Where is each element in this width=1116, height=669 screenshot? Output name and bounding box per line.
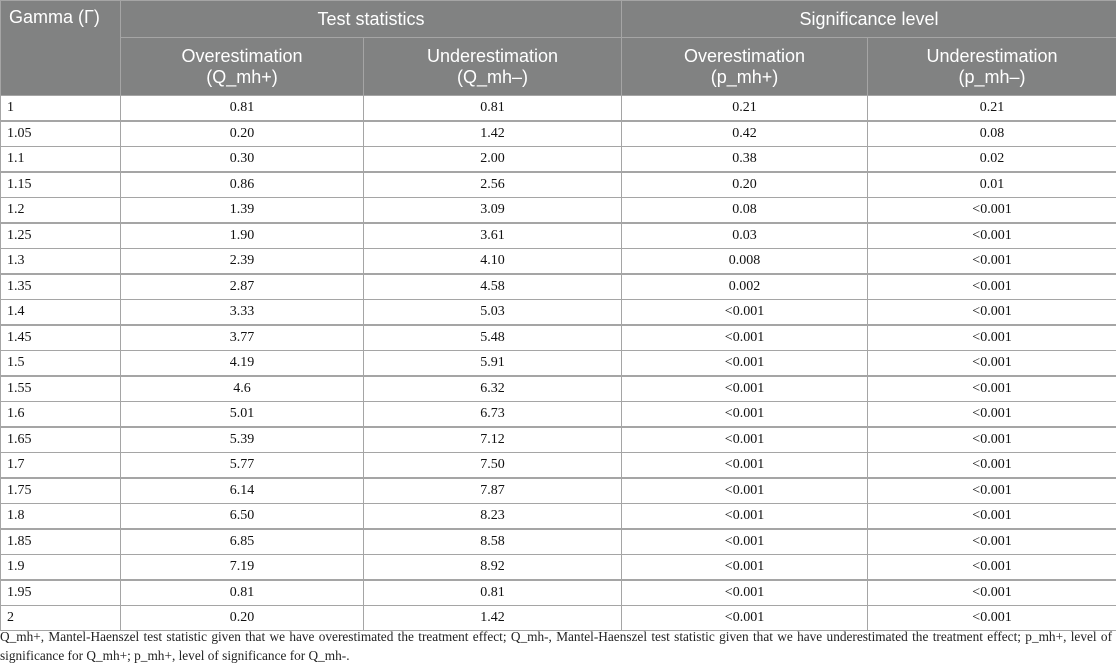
table-body <box>1 96 1116 631</box>
cell-qmh-plus: 6.85 <box>121 529 364 555</box>
cell-gamma: 1.25 <box>1 223 121 249</box>
cell-pmh-minus: <0.001 <box>868 555 1116 581</box>
table-header <box>1 1 1116 96</box>
cell-qmh-plus: 7.19 <box>121 555 364 581</box>
cell-qmh-minus: 7.87 <box>364 478 622 504</box>
cell-pmh-plus: 0.08 <box>622 198 868 224</box>
table-row <box>1 555 1116 581</box>
table-row <box>1 300 1116 326</box>
cell-pmh-minus: 0.08 <box>868 121 1116 147</box>
cell-pmh-plus: <0.001 <box>622 580 868 606</box>
cell-pmh-plus: <0.001 <box>622 300 868 326</box>
cell-qmh-plus: 5.39 <box>121 427 364 453</box>
cell-qmh-plus: 4.6 <box>121 376 364 402</box>
header-label: Overestimation <box>683 45 806 66</box>
cell-qmh-plus: 1.90 <box>121 223 364 249</box>
table-row <box>1 504 1116 530</box>
cell-pmh-minus: <0.001 <box>868 274 1116 300</box>
cell-gamma: 1.15 <box>1 172 121 198</box>
cell-pmh-minus: <0.001 <box>868 376 1116 402</box>
cell-qmh-minus: 2.56 <box>364 172 622 198</box>
cell-pmh-plus: <0.001 <box>622 376 868 402</box>
cell-qmh-plus: 5.01 <box>121 402 364 428</box>
header-test-statistics: Test statistics <box>121 1 622 38</box>
table-row <box>1 172 1116 198</box>
cell-gamma: 1.75 <box>1 478 121 504</box>
cell-pmh-plus: 0.20 <box>622 172 868 198</box>
header-label: Underestimation <box>926 45 1058 66</box>
cell-gamma: 1.05 <box>1 121 121 147</box>
table-row <box>1 223 1116 249</box>
cell-pmh-minus: <0.001 <box>868 249 1116 275</box>
cell-pmh-minus: <0.001 <box>868 478 1116 504</box>
header-sublabel: (Q_mh+) <box>206 66 278 87</box>
table-row <box>1 402 1116 428</box>
cell-qmh-minus: 6.32 <box>364 376 622 402</box>
cell-pmh-plus: 0.008 <box>622 249 868 275</box>
cell-pmh-minus: 0.01 <box>868 172 1116 198</box>
cell-gamma: 1.65 <box>1 427 121 453</box>
cell-qmh-plus: 0.20 <box>121 121 364 147</box>
header-label: Underestimation <box>426 45 559 66</box>
cell-pmh-plus: 0.42 <box>622 121 868 147</box>
cell-gamma: 1.5 <box>1 351 121 377</box>
cell-qmh-minus: 7.50 <box>364 453 622 479</box>
cell-qmh-minus: 8.23 <box>364 504 622 530</box>
cell-pmh-plus: <0.001 <box>622 453 868 479</box>
cell-pmh-plus: 0.002 <box>622 274 868 300</box>
cell-qmh-minus: 5.48 <box>364 325 622 351</box>
cell-qmh-minus: 1.42 <box>364 606 622 631</box>
table-row <box>1 274 1116 300</box>
table-footnote: Q_mh+, Mantel-Haenszel test statistic given that we have overestimated the treatment effect; Q_mh-, Mantel-Haenszel test statistic given that we have underestimated the treatment effect; p_mh+, level of significance for Q_mh+; p_mh+, level of significance for Q_mh-. <box>0 629 1112 663</box>
cell-pmh-plus: <0.001 <box>622 504 868 530</box>
table-row <box>1 529 1116 555</box>
cell-qmh-plus: 0.20 <box>121 606 364 631</box>
cell-qmh-plus: 3.77 <box>121 325 364 351</box>
cell-pmh-minus: <0.001 <box>868 580 1116 606</box>
cell-qmh-minus: 5.91 <box>364 351 622 377</box>
cell-qmh-minus: 4.58 <box>364 274 622 300</box>
header-underestimation-qmh <box>364 38 622 96</box>
table-row <box>1 198 1116 224</box>
cell-pmh-plus: <0.001 <box>622 351 868 377</box>
cell-qmh-minus: 8.92 <box>364 555 622 581</box>
cell-pmh-minus: <0.001 <box>868 300 1116 326</box>
header-gamma: Gamma (Γ) <box>1 1 121 96</box>
cell-qmh-plus: 0.86 <box>121 172 364 198</box>
cell-gamma: 1.85 <box>1 529 121 555</box>
table-row <box>1 478 1116 504</box>
cell-pmh-minus: <0.001 <box>868 325 1116 351</box>
cell-pmh-plus: <0.001 <box>622 606 868 631</box>
cell-pmh-minus: 0.21 <box>868 96 1116 122</box>
table-row <box>1 376 1116 402</box>
cell-qmh-plus: 5.77 <box>121 453 364 479</box>
cell-gamma: 1.45 <box>1 325 121 351</box>
cell-gamma: 1.4 <box>1 300 121 326</box>
table-row <box>1 453 1116 479</box>
table-row <box>1 427 1116 453</box>
cell-pmh-minus: <0.001 <box>868 223 1116 249</box>
cell-gamma: 1.7 <box>1 453 121 479</box>
table-row <box>1 351 1116 377</box>
cell-qmh-minus: 7.12 <box>364 427 622 453</box>
header-sublabel: (p_mh–) <box>958 66 1026 87</box>
cell-pmh-plus: <0.001 <box>622 402 868 428</box>
cell-qmh-minus: 1.42 <box>364 121 622 147</box>
header-sublabel: (Q_mh–) <box>456 66 528 87</box>
cell-qmh-minus: 3.09 <box>364 198 622 224</box>
header-label: Overestimation <box>181 45 303 66</box>
table-row <box>1 580 1116 606</box>
cell-gamma: 1.3 <box>1 249 121 275</box>
cell-pmh-minus: <0.001 <box>868 606 1116 631</box>
cell-pmh-minus: <0.001 <box>868 402 1116 428</box>
cell-qmh-minus: 0.81 <box>364 96 622 122</box>
cell-qmh-plus: 2.39 <box>121 249 364 275</box>
header-underestimation-pmh <box>868 38 1116 96</box>
cell-pmh-minus: <0.001 <box>868 351 1116 377</box>
table-row <box>1 96 1116 122</box>
cell-qmh-minus: 4.10 <box>364 249 622 275</box>
cell-gamma: 1.95 <box>1 580 121 606</box>
cell-qmh-plus: 3.33 <box>121 300 364 326</box>
cell-gamma: 2 <box>1 606 121 631</box>
cell-pmh-plus: <0.001 <box>622 529 868 555</box>
table-row <box>1 325 1116 351</box>
cell-qmh-plus: 6.14 <box>121 478 364 504</box>
header-significance-level: Significance level <box>622 1 1116 38</box>
cell-qmh-plus: 0.81 <box>121 96 364 122</box>
cell-gamma: 1.6 <box>1 402 121 428</box>
cell-gamma: 1.2 <box>1 198 121 224</box>
cell-qmh-plus: 2.87 <box>121 274 364 300</box>
cell-pmh-plus: <0.001 <box>622 325 868 351</box>
cell-qmh-plus: 0.81 <box>121 580 364 606</box>
cell-pmh-plus: 0.21 <box>622 96 868 122</box>
cell-qmh-minus: 5.03 <box>364 300 622 326</box>
cell-gamma: 1.1 <box>1 147 121 173</box>
cell-pmh-plus: <0.001 <box>622 555 868 581</box>
cell-gamma: 1.35 <box>1 274 121 300</box>
cell-pmh-plus: 0.03 <box>622 223 868 249</box>
cell-gamma: 1.8 <box>1 504 121 530</box>
cell-qmh-plus: 6.50 <box>121 504 364 530</box>
cell-pmh-plus: 0.38 <box>622 147 868 173</box>
cell-gamma: 1.9 <box>1 555 121 581</box>
cell-qmh-minus: 2.00 <box>364 147 622 173</box>
table-row <box>1 147 1116 173</box>
cell-pmh-minus: 0.02 <box>868 147 1116 173</box>
cell-pmh-minus: <0.001 <box>868 453 1116 479</box>
table-row <box>1 121 1116 147</box>
cell-qmh-plus: 4.19 <box>121 351 364 377</box>
cell-pmh-minus: <0.001 <box>868 504 1116 530</box>
table-row <box>1 249 1116 275</box>
cell-qmh-plus: 1.39 <box>121 198 364 224</box>
cell-pmh-minus: <0.001 <box>868 529 1116 555</box>
header-overestimation-pmh <box>622 38 868 96</box>
cell-qmh-plus: 0.30 <box>121 147 364 173</box>
cell-qmh-minus: 3.61 <box>364 223 622 249</box>
cell-gamma: 1.55 <box>1 376 121 402</box>
cell-qmh-minus: 6.73 <box>364 402 622 428</box>
cell-pmh-plus: <0.001 <box>622 427 868 453</box>
header-sublabel: (p_mh+) <box>710 66 779 87</box>
cell-qmh-minus: 0.81 <box>364 580 622 606</box>
cell-pmh-minus: <0.001 <box>868 198 1116 224</box>
cell-qmh-minus: 8.58 <box>364 529 622 555</box>
cell-pmh-minus: <0.001 <box>868 427 1116 453</box>
cell-pmh-plus: <0.001 <box>622 478 868 504</box>
header-overestimation-qmh <box>121 38 364 96</box>
cell-gamma: 1 <box>1 96 121 122</box>
